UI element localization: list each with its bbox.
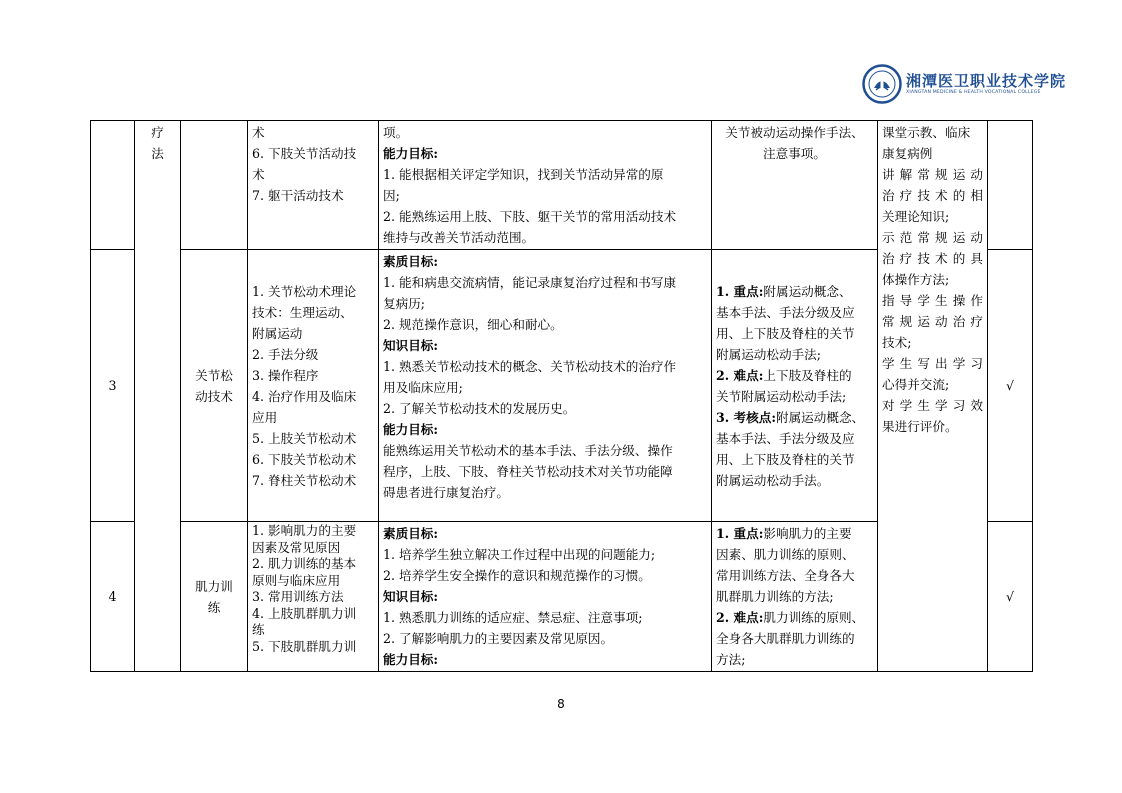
method-line: 对学生学习效 (882, 398, 983, 413)
chapter-text: 法 (151, 146, 164, 161)
key-points-cell (712, 250, 878, 522)
key-point-line: 注意事项。 (763, 146, 826, 161)
key-point-line: 因素、肌力训练的原则、 (716, 547, 855, 562)
college-name-cn: 湘潭医卫职业技术学院 (906, 72, 1067, 90)
key-point-label: 1. 重点: (716, 526, 764, 541)
content-cell (248, 522, 379, 672)
key-point-line: 用、上下肢及脊柱的关节 (716, 451, 855, 467)
method-line: 康复病例 (882, 146, 933, 161)
content-line: 6. 下肢关节松动术 (252, 451, 357, 467)
objective-line: 1. 培养学生独立解决工作过程中出现的问题能力; (383, 547, 656, 562)
key-point-line: 肌群肌力训练的方法; (716, 589, 834, 604)
content-line: 7. 脊柱关节松动术 (252, 472, 357, 488)
key-point-line: 常用训练方法、全身各大 (716, 568, 855, 583)
objective-heading: 知识目标: (383, 589, 439, 604)
key-point-text: 上下肢及脊柱的 (763, 367, 852, 383)
content-line: 2. 手法分级 (252, 346, 319, 362)
objective-line: 碍患者进行康复治疗。 (383, 485, 509, 500)
key-point-line: 基本手法、手法分级及应 (716, 430, 855, 446)
content-line: 5. 下肢肌群肌力训 (252, 638, 357, 654)
objective-line: 因; (383, 188, 400, 203)
objective-line: 1. 能和病患交流病情，能记录康复治疗过程和书写康 (383, 275, 677, 290)
key-point-label: 1. 重点: (716, 283, 764, 299)
method-line: 体操作方法; (882, 272, 950, 287)
content-line: 技术：生理运动、 (252, 304, 353, 320)
key-point-line (716, 607, 873, 628)
objective-line: 2. 了解关节松动技术的发展历史。 (383, 401, 576, 416)
objective-line: 复病历; (383, 296, 426, 311)
key-point-line: 基本手法、手法分级及应 (716, 304, 855, 320)
section-title: 肌力训 (195, 578, 233, 594)
row-number-cell: 3 (91, 250, 135, 522)
objectives-cell (379, 522, 712, 672)
college-name-en: XIANGTAN MEDICINE & HEALTH VOCATIONAL COLLEGE (906, 90, 1041, 95)
objective-line: 2. 规范操作意识，细心和耐心。 (383, 317, 563, 332)
section-title: 关节松 (195, 367, 233, 383)
chapter-text: 疗 (151, 125, 164, 140)
key-points-cell (712, 121, 878, 250)
method-line: 学生写出学习 (882, 356, 983, 371)
content-line: 术 (252, 167, 265, 182)
key-point-line (716, 365, 873, 386)
content-line: 2. 肌力训练的基本 (252, 556, 357, 571)
key-point-text: 附属运动概念、 (775, 409, 865, 425)
chapter-cell (135, 121, 181, 672)
row-number-cell (91, 121, 135, 250)
content-line: 原则与临床应用 (252, 572, 341, 588)
page-number: 8 (557, 697, 565, 711)
objective-heading: 知识目标: (383, 338, 439, 353)
check-cell (988, 121, 1033, 250)
method-line: 指导学生操作 (882, 293, 983, 308)
row-number-cell: 4 (91, 522, 135, 672)
objectives-cell (379, 250, 712, 522)
objective-line: 程序，上肢、下肢、脊柱关节松动技术对关节功能障 (383, 464, 673, 479)
key-point-line: 关节被动运动操作手法、 (725, 125, 864, 140)
section-cell (181, 522, 248, 672)
content-line: 6. 下肢关节活动技 (252, 146, 357, 161)
objective-line: 维持与改善关节活动范围。 (383, 230, 535, 245)
section-title: 练 (207, 599, 221, 615)
objective-line: 能熟练运用关节松动术的基本手法、手法分级、操作 (383, 443, 673, 458)
content-line: 4. 上肢肌群肌力训 (252, 605, 357, 621)
method-line: 心得并交流; (882, 377, 950, 392)
key-point-line: 关节附属运动松动手法; (716, 388, 847, 404)
objective-heading: 能力目标: (383, 146, 439, 161)
key-point-text: 影响肌力的主要 (763, 526, 852, 541)
content-line: 附属运动 (252, 325, 303, 341)
section-cell (181, 250, 248, 522)
objective-heading: 素质目标: (383, 526, 439, 541)
objective-line: 1. 熟悉关节松动技术的概念、关节松动技术的治疗作 (383, 359, 677, 374)
objective-line: 项。 (383, 125, 409, 140)
section-cell (181, 121, 248, 250)
objective-line: 1. 熟悉肌力训练的适应症、禁忌症、注意事项; (383, 610, 643, 625)
objective-line: 用及临床应用; (383, 380, 463, 395)
method-line: 治疗技术的具 (882, 251, 983, 266)
key-point-label: 3. 考核点: (716, 409, 776, 425)
college-seal-icon (862, 64, 902, 104)
content-line: 3. 常用训练方法 (252, 589, 344, 604)
objective-heading: 素质目标: (383, 254, 439, 269)
objective-line: 2. 培养学生安全操作的意识和规范操作的习惯。 (383, 568, 651, 583)
key-point-line (716, 281, 873, 302)
content-line: 4. 治疗作用及临床 (252, 388, 357, 404)
key-point-line: 附属运动松动手法; (716, 346, 821, 362)
table-row (91, 121, 1033, 250)
key-point-label: 2. 难点: (716, 610, 764, 625)
method-line: 常规运动治疗 (882, 314, 983, 329)
content-line: 3. 操作程序 (252, 367, 319, 383)
key-point-line (716, 407, 873, 428)
key-point-line: 方法; (716, 652, 746, 667)
key-point-line: 全身各大肌群肌力训练的 (716, 631, 855, 646)
content-line: 练 (252, 622, 265, 637)
method-line: 技术; (882, 335, 912, 350)
method-line: 讲解常规运动 (882, 167, 983, 182)
objective-line: 2. 了解影响肌力的主要因素及常见原因。 (383, 631, 614, 646)
key-point-text: 肌力训练的原则、 (763, 610, 865, 625)
course-content-table (90, 120, 1033, 672)
content-cell (248, 121, 379, 250)
objectives-cell (379, 121, 712, 250)
content-line: 5. 上肢关节松动术 (252, 430, 357, 446)
objective-line: 2. 能熟练运用上肢、下肢、躯干关节的常用活动技术 (383, 209, 677, 224)
content-line: 1. 关节松动术理论 (252, 283, 357, 299)
method-line: 关理论知识; (882, 209, 950, 224)
key-point-line (716, 523, 873, 544)
key-point-line: 用、上下肢及脊柱的关节 (716, 325, 855, 341)
content-line: 1. 影响肌力的主要 (252, 523, 357, 538)
method-line: 示范常规运动 (882, 230, 983, 245)
content-line: 因素及常见原因 (252, 539, 341, 555)
objective-line: 1. 能根据相关评定学知识，找到关节活动异常的原 (383, 167, 664, 182)
content-line: 7. 躯干活动技术 (252, 188, 344, 203)
teaching-methods-cell (878, 121, 988, 672)
check-cell: √ (988, 522, 1033, 672)
content-cell (248, 250, 379, 522)
key-point-text: 附属运动概念、 (763, 283, 852, 299)
method-line: 治疗技术的相 (882, 188, 983, 203)
key-point-line: 附属运动松动手法。 (716, 472, 830, 488)
objective-heading: 能力目标: (383, 422, 439, 437)
objective-heading: 能力目标: (383, 652, 439, 667)
method-line: 课堂示教、临床 (882, 125, 971, 140)
check-cell: √ (988, 250, 1033, 522)
key-points-cell (712, 522, 878, 672)
content-line: 应用 (252, 409, 278, 425)
college-logo (862, 64, 1067, 104)
section-title: 动技术 (195, 388, 233, 404)
key-point-label: 2. 难点: (716, 367, 764, 383)
content-line: 术 (252, 125, 265, 140)
method-line: 果进行评价。 (882, 419, 958, 434)
